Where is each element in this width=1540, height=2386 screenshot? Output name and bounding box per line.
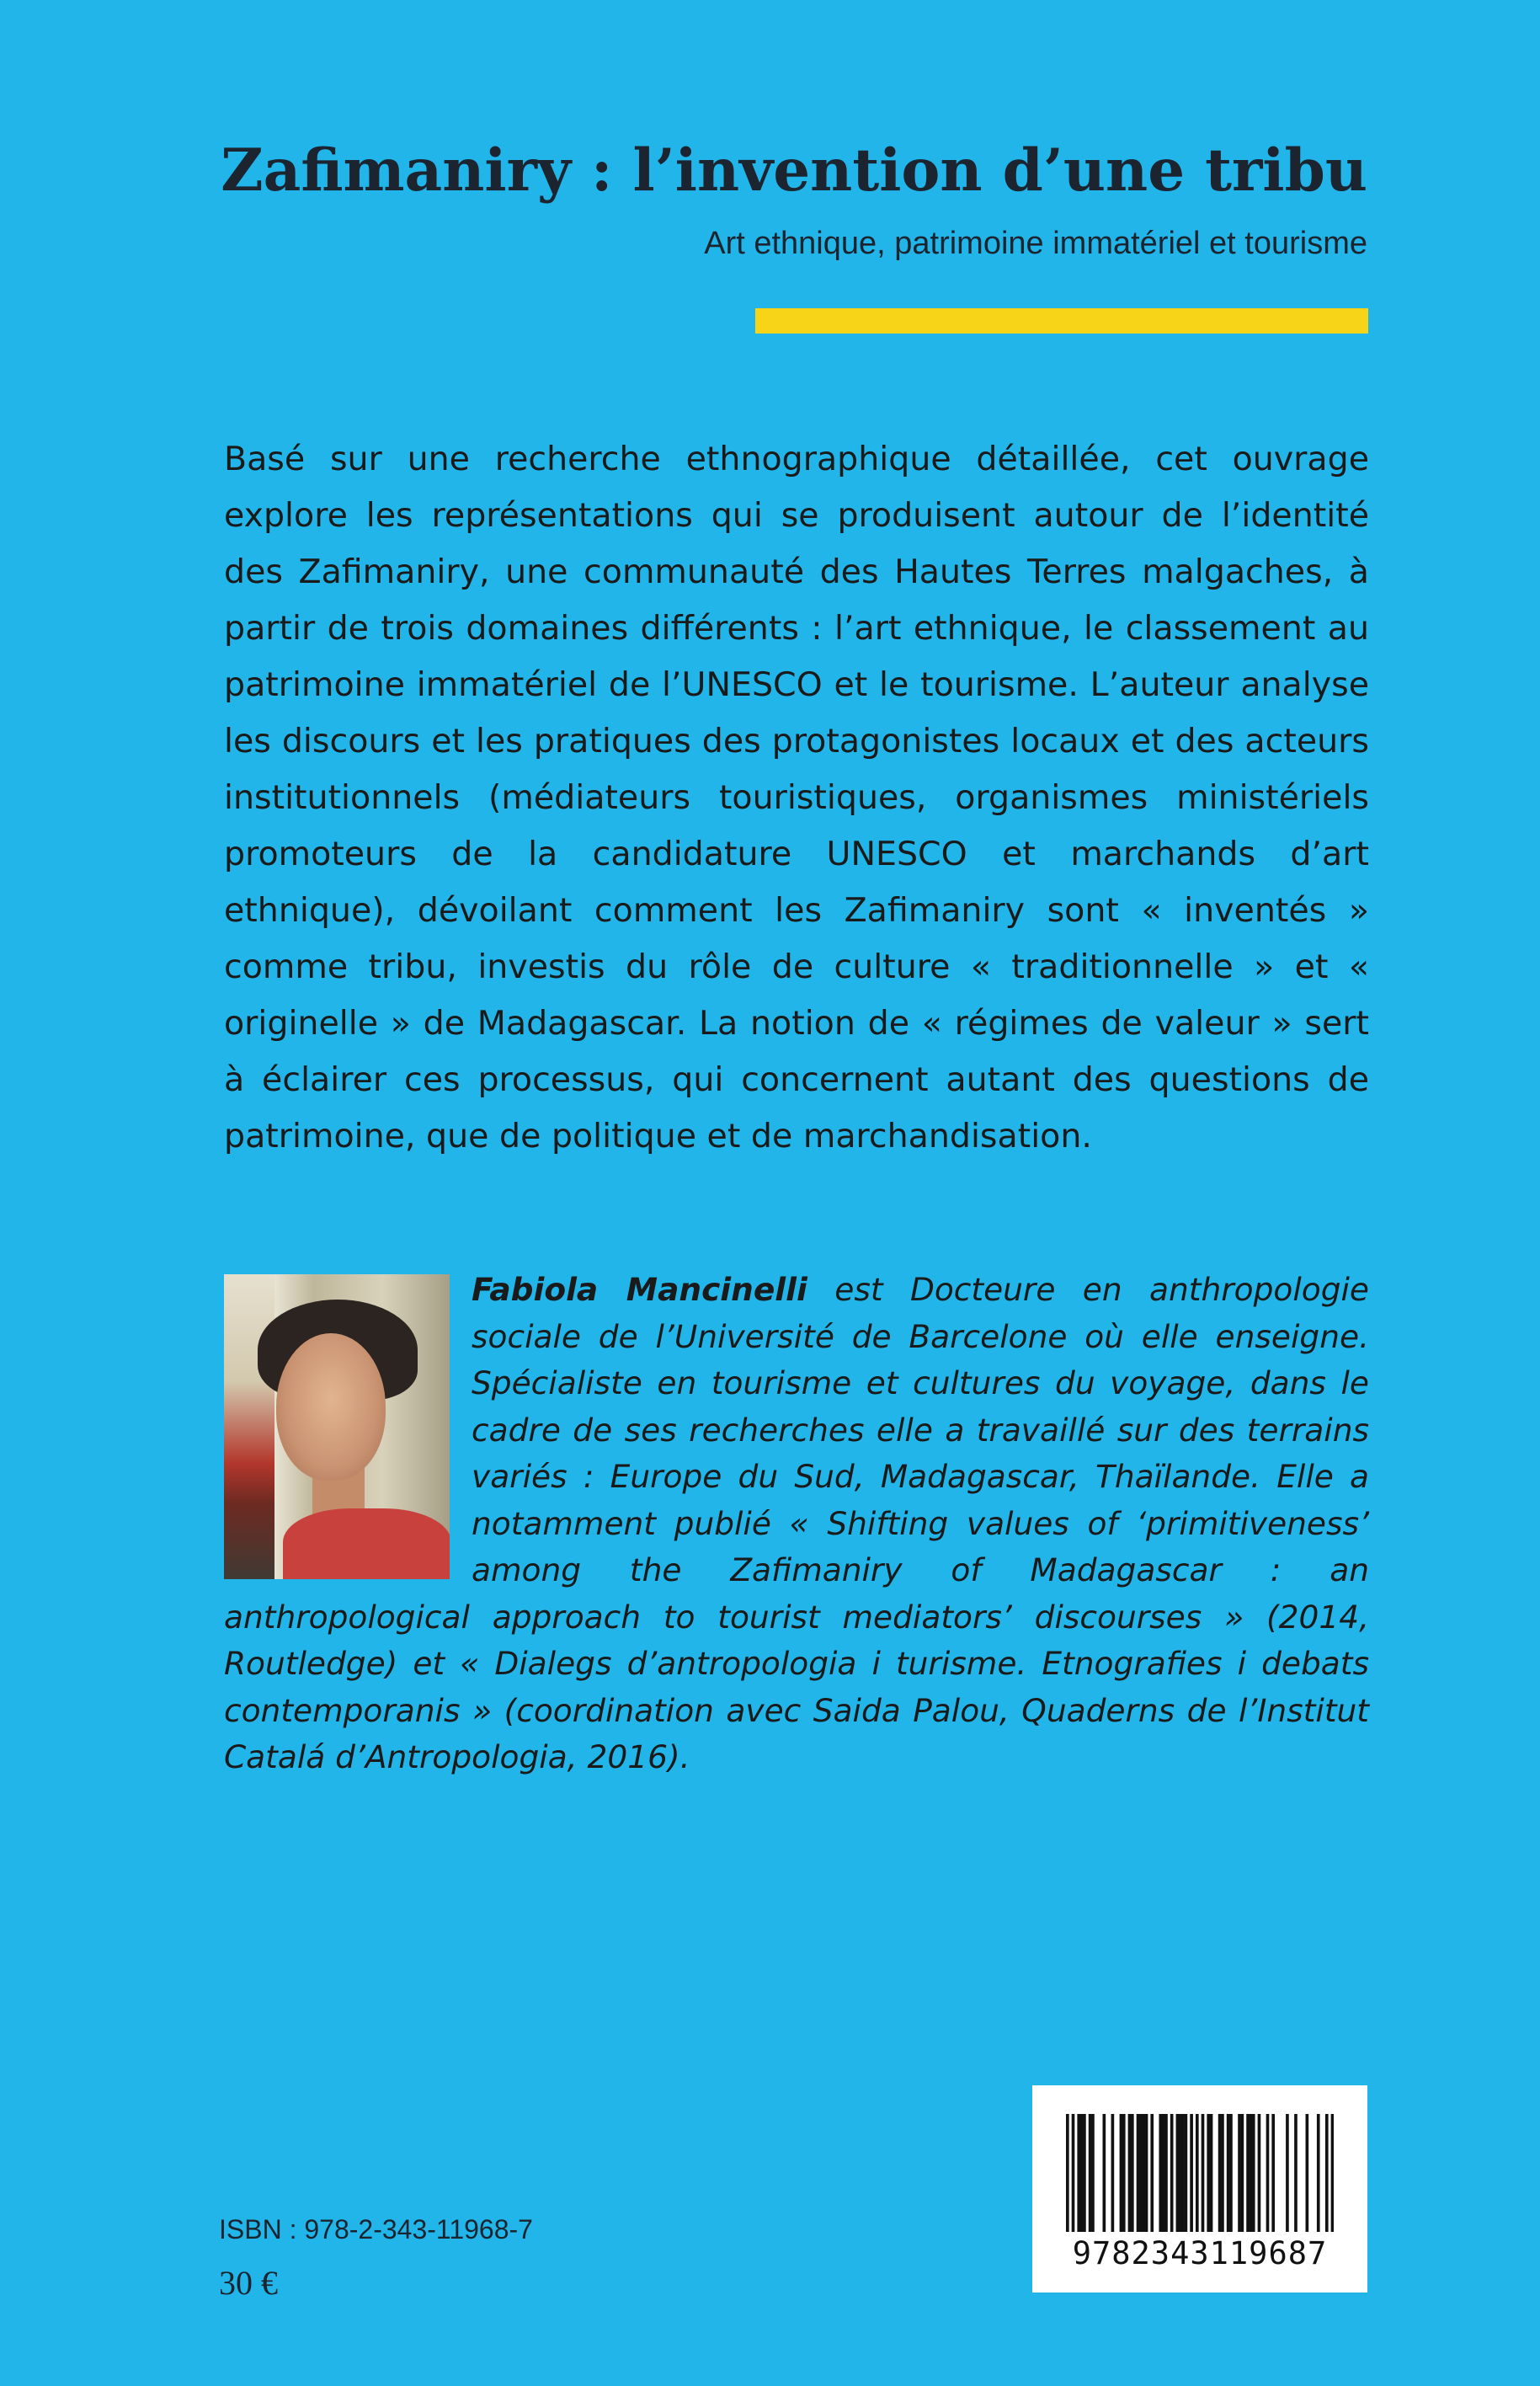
barcode-bar xyxy=(1294,2114,1298,2232)
book-title: Zafimaniry : l’invention d’une tribu xyxy=(221,136,1367,205)
barcode xyxy=(1032,2085,1367,2293)
barcode-bar xyxy=(1258,2114,1261,2232)
barcode-bar xyxy=(1162,2114,1165,2232)
barcode-bar xyxy=(1139,2114,1143,2232)
barcode-bar xyxy=(1128,2114,1132,2232)
barcode-bar xyxy=(1210,2114,1213,2232)
barcode-bar xyxy=(1066,2114,1069,2232)
barcode-bar xyxy=(1218,2114,1222,2232)
author-name: Fabiola Mancinelli xyxy=(472,1271,807,1308)
book-summary: Basé sur une recherche ethnographique détaillée, cet ouvrage explore les représentations qui se produisent autour de l’identité des Zafimaniry, une communauté des Hautes Terres malgaches, à partir de trois domaines différents : l’art ethnique, le classement au patrimoine immatériel de l’UNESCO et le tourisme. L’auteur analyse les discours et les pratiques des protagonistes locaux et des acteurs institutionnels (médiateurs touristiques, organismes ministériels promoteurs de la candidature UNESCO et marchands d’art ethnique), dévoilant comment les Zafimaniry sont « inventés » comme tribu, investis du rôle de culture « traditionnelle » et « originelle » de Madagascar. La notion de « régimes de valeur » sert à éclairer ces processus, qui concernent autant des questions de patrimoine, que de politique et de marchandisation. xyxy=(224,440,1369,1156)
barcode-bar xyxy=(1103,2114,1106,2232)
barcode-bar xyxy=(1306,2114,1309,2232)
price: 30 € xyxy=(219,2264,278,2302)
barcode-bar xyxy=(1252,2114,1255,2232)
barcode-bar xyxy=(1179,2114,1182,2232)
barcode-bar xyxy=(1089,2114,1092,2232)
barcode-bar xyxy=(1229,2114,1233,2232)
barcode-bar xyxy=(1185,2114,1188,2232)
barcode-bar xyxy=(1331,2114,1334,2232)
barcode-bar xyxy=(1325,2114,1329,2232)
barcode-bar xyxy=(1181,2114,1185,2232)
barcode-bar xyxy=(1122,2114,1126,2232)
barcode-bar xyxy=(1250,2114,1253,2232)
barcode-bar xyxy=(1196,2114,1199,2232)
barcode-bar xyxy=(1176,2114,1180,2232)
barcode-bar xyxy=(1266,2114,1270,2232)
barcode-bar xyxy=(1111,2114,1115,2232)
barcode-bar xyxy=(1159,2114,1162,2232)
barcode-bar xyxy=(1077,2114,1080,2232)
barcode-bar xyxy=(1246,2114,1250,2232)
barcode-bar xyxy=(1091,2114,1095,2232)
barcode-bar xyxy=(1083,2114,1086,2232)
barcode-bar xyxy=(1145,2114,1148,2232)
author-bio-text: est Docteure en anthropologie sociale de l’Université de Barcelone où elle enseigne. Spécialiste en tourisme et cultures du voyage, dans le cadre de ses recherches elle a travaillé sur des terrains variés : Europe du Sud, Madagascar, Thaïlande. Elle a notamment publié « Shifting values of ‘primitiveness’ among the Zafimaniry of Madagascar : an anthropological approach to tourist mediators’ discourses » (2014, Routledge) et « Dialegs d’antropologia i turisme. Etnografies i debats contemporanis » (coordination avec Saida Palou, Quaderns de l’Institut Catalá d’Antropologia, 2016). xyxy=(224,1271,1370,1775)
barcode-bar xyxy=(1120,2114,1123,2232)
barcode-bar xyxy=(1072,2114,1075,2232)
barcode-bars xyxy=(1066,2114,1334,2232)
barcode-bar xyxy=(1241,2114,1244,2232)
barcode-bar xyxy=(1207,2114,1210,2232)
author-bio-block xyxy=(224,1267,1369,1781)
accent-bar xyxy=(755,308,1368,334)
author-photo xyxy=(224,1274,450,1579)
barcode-bar xyxy=(1164,2114,1168,2232)
barcode-bar xyxy=(1202,2114,1205,2232)
barcode-bar xyxy=(1190,2114,1193,2232)
book-subtitle: Art ethnique, patrimoine immatériel et tourisme xyxy=(704,226,1367,261)
barcode-bar xyxy=(1170,2114,1174,2232)
barcode-bar xyxy=(1131,2114,1134,2232)
barcode-bar xyxy=(1080,2114,1084,2232)
barcode-bar xyxy=(1221,2114,1224,2232)
barcode-bar xyxy=(1317,2114,1320,2232)
barcode-bar xyxy=(1150,2114,1154,2232)
barcode-bar xyxy=(1286,2114,1289,2232)
barcode-bar xyxy=(1227,2114,1230,2232)
barcode-bar xyxy=(1142,2114,1145,2232)
barcode-bar xyxy=(1238,2114,1241,2232)
barcode-bar xyxy=(1271,2114,1275,2232)
barcode-digits: 9782343119687 xyxy=(1072,2235,1328,2271)
isbn: ISBN : 978-2-343-11968-7 xyxy=(219,2214,533,2245)
barcode-bar xyxy=(1137,2114,1140,2232)
